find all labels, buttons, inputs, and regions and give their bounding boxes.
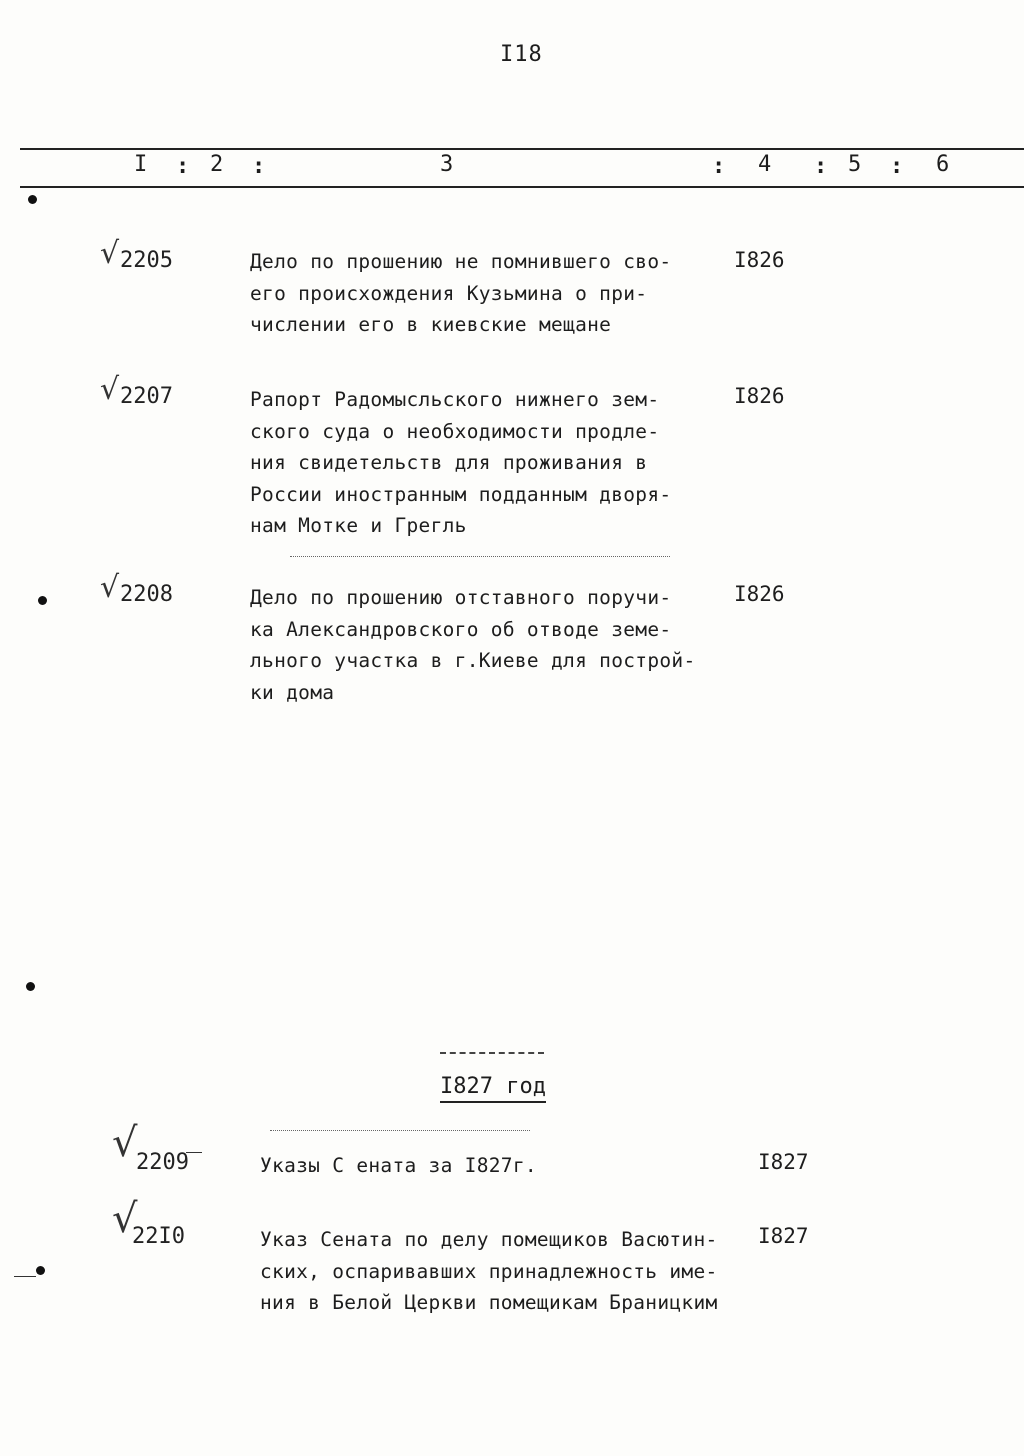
margin-punch-dot [36,1266,45,1275]
entry-year: I826 [734,582,785,606]
margin-punch-dot [28,195,37,204]
checkmark-icon: √ [100,570,120,605]
margin-punch-dot [38,596,47,605]
checkmark-icon: √ [100,372,120,407]
entry-year: I827 [758,1224,809,1248]
dotted-separator [270,1130,530,1131]
column-separator: : [176,154,190,179]
checkmark-icon: √ [100,236,120,271]
entry-description: Дело по прошению не помнившего сво- его происхождения Кузьмина о при- числении его в киевские мещане [250,250,672,336]
column-separator: : [712,154,726,179]
column-header-6: 6 [936,152,950,177]
column-header-2: 2 [210,152,224,177]
column-separator: : [252,154,266,179]
margin-punch-dot [26,982,35,991]
dotted-separator [290,556,670,557]
entry-year: I826 [734,248,785,272]
entry-description: Рапорт Радомысльского нижнего зем- ского суда о необходимости продле- ния свидетельств для проживания в России иностранным подданным дворя- нам Мотке и Грегль [250,388,672,537]
column-header-3: 3 [440,152,454,177]
entry-number: 22I0 [132,1224,185,1249]
dash-mark [186,1152,202,1153]
entry-number: 2205 [120,248,173,273]
checkmark-icon: √ [112,1196,138,1242]
entry-description: Указ Сената по делу помещиков Васютин- ских, оспаривавших принадлежность име- ния в Белой Церкви помещикам Браницким [260,1228,718,1314]
table-header-bottom-rule [20,186,1024,188]
entry-number: 2209 [136,1150,189,1175]
column-separator: : [814,154,828,179]
column-header-1: I [134,152,148,177]
page-number: I18 [500,42,543,67]
column-header-5: 5 [848,152,862,177]
section-divider [440,1052,544,1054]
entry-year: I827 [758,1150,809,1174]
column-separator: : [890,154,904,179]
column-header-4: 4 [758,152,772,177]
margin-mark [14,1276,36,1277]
checkmark-icon: √ [112,1120,138,1166]
entry-description: Указы С ената за I827г. [260,1154,537,1177]
table-header-top-rule [20,148,1024,150]
section-title: I827 год [440,1074,546,1103]
entry-description: Дело по прошению отставного поручи- ка Александровского об отводе земе- льного участка в г.Киеве для построй- ки дома [250,586,696,704]
entry-number: 2207 [120,384,173,409]
entry-year: I826 [734,384,785,408]
entry-number: 2208 [120,582,173,607]
